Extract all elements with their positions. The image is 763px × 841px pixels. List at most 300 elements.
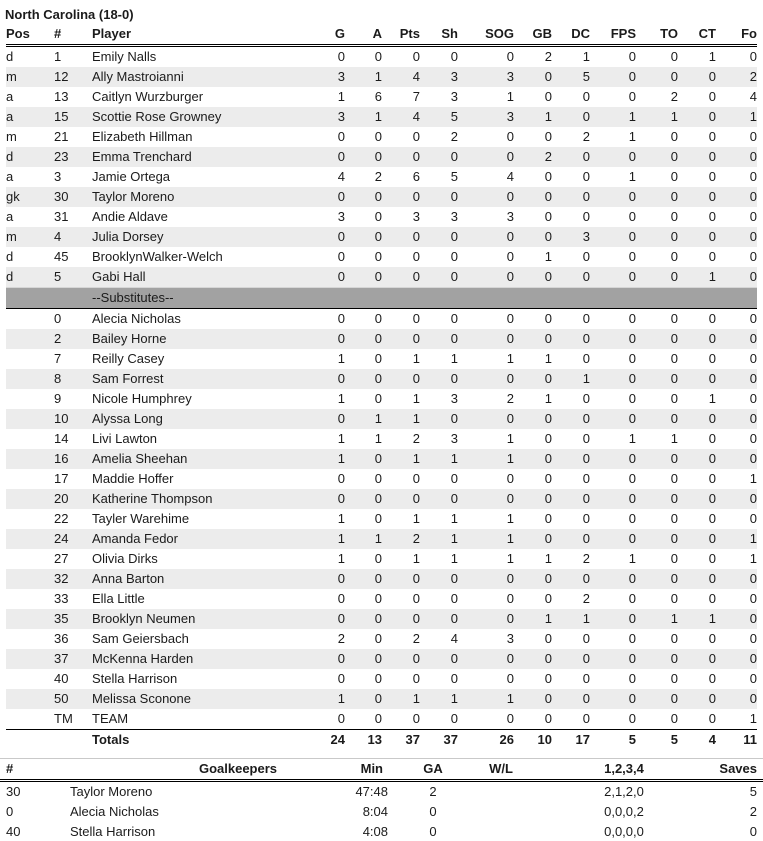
player-row [6,489,757,509]
gk-saves-cell: 0 [749,824,757,839]
stat-cell: 0 [590,329,636,349]
player-name-cell: Katherine Thompson [92,489,305,509]
stat-cell: 0 [412,471,420,486]
player-name-cell: Alecia Nicholas [92,311,181,326]
stat-cell: 0 [458,187,514,207]
stat-cell: 0 [582,89,590,104]
stat-cell: 0 [708,711,716,726]
jersey-number-cell: 50 [54,689,92,709]
player-name-cell: Elizabeth Hillman [92,129,193,144]
totals-stat-cell: 13 [345,730,382,751]
position-cell: a [6,169,14,184]
stat-cell: 0 [628,511,636,526]
totals-stat-cell: 17 [552,730,590,751]
gk-minutes-cell: 8:04 [362,804,388,819]
stat-cell: 0 [636,67,678,87]
stat-cell: 0 [670,711,678,726]
stat-cell: 0 [670,311,678,326]
stat-cell: 0 [628,391,636,406]
stat-cell: 0 [670,391,678,406]
stat-cell: 0 [708,511,716,526]
player-name-cell: Caitlyn Wurzburger [92,89,204,104]
jersey-number-cell: 3 [54,169,62,184]
stat-cell: 0 [544,671,552,686]
stat-cell: 0 [345,147,382,167]
stat-cell: 3 [458,107,514,127]
stat-cell: 0 [544,129,552,144]
stat-cell: 1 [305,449,345,469]
totals-stat-cell: 11 [716,730,757,751]
stat-cell: 0 [636,227,678,247]
stat-cell: 0 [670,551,678,566]
stat-cell: 0 [374,311,382,326]
stat-cell: 0 [708,249,716,264]
stat-cell: 0 [506,129,514,144]
stat-cell: 0 [305,187,345,207]
substitutes-divider-body [6,288,757,309]
stat-cell: 0 [716,489,757,509]
stat-cell: 0 [628,351,636,366]
stat-cell: 0 [628,631,636,646]
stat-cell: 5 [552,67,590,87]
gk-goals-against-cell: 0 [429,824,437,839]
stat-cell: 2 [337,631,345,646]
stat-cell: 0 [716,409,757,429]
stat-cell: 0 [636,649,678,669]
stat-cell: 0 [628,249,636,264]
player-name-cell: Amelia Sheehan [92,449,305,469]
stat-cell: 0 [514,67,552,87]
stat-cell: 0 [552,489,590,509]
column-header-a: A [345,24,382,46]
column-header-sog: SOG [458,24,514,46]
jersey-number-cell: 13 [54,89,69,104]
column-header-player: Player [92,24,305,46]
stat-cell: 0 [636,569,678,589]
stat-cell: 0 [382,569,420,589]
stat-cell: 1 [514,107,552,127]
substitutes-body [6,309,757,730]
gk-minutes-cell: 47:48 [355,784,388,799]
stat-cell: 0 [716,689,757,709]
jersey-number-cell: 21 [54,129,69,144]
stat-cell: 0 [628,209,636,224]
roster-table [6,24,757,750]
position-cell: a [6,107,54,127]
stat-cell: 0 [628,591,636,606]
stat-cell: 1 [628,169,636,184]
totals-spacer [6,730,54,751]
totals-stat-cell: 37 [382,730,420,751]
stat-cell: 0 [590,689,636,709]
stat-cell: 4 [506,169,514,184]
stat-cell: 1 [337,391,345,406]
stat-cell: 0 [420,649,458,669]
player-row [6,107,757,127]
stat-cell: 0 [749,129,757,144]
stat-cell: 2 [382,529,420,549]
stat-cell: 3 [412,209,420,224]
stat-cell: 0 [678,67,716,87]
position-cell: d [6,147,54,167]
stat-cell: 0 [305,569,345,589]
goalkeeper-row [0,802,763,822]
stat-cell: 0 [749,671,757,686]
stat-cell: 0 [458,267,514,288]
stat-cell: 0 [678,569,716,589]
player-row [6,247,757,267]
jersey-number-cell: 45 [54,249,69,264]
position-cell [6,509,54,529]
column-header-sh: Sh [420,24,458,46]
stat-cell: 0 [708,89,716,104]
player-row [6,609,757,629]
player-name-cell: Melissa Sconone [92,689,305,709]
player-row [6,509,757,529]
stat-cell: 0 [582,169,590,184]
stat-cell: 0 [506,311,514,326]
player-row [6,709,757,730]
jersey-number-cell: 12 [54,67,92,87]
gk-header-saves: Saves [719,761,757,776]
column-header-pts: Pts [382,24,420,46]
position-cell [6,549,54,569]
stat-cell: 6 [374,89,382,104]
stat-cell: 0 [552,529,590,549]
jersey-number-cell: 36 [54,631,69,646]
stat-cell: 0 [420,267,458,288]
position-cell: a [6,89,14,104]
stat-cell: 0 [716,649,757,669]
player-row [6,227,757,247]
player-row [6,449,757,469]
stat-cell: 1 [412,551,420,566]
jersey-number-cell: 8 [54,369,92,389]
player-row [6,207,757,227]
stat-cell: 0 [544,631,552,646]
stat-cell: 0 [749,431,757,446]
stat-cell: 0 [670,631,678,646]
stat-cell: 4 [450,631,458,646]
position-cell [6,429,54,449]
jersey-number-cell: 33 [54,591,69,606]
jersey-number-cell: TM [54,711,73,726]
player-row [6,167,757,187]
stat-cell: 0 [716,609,757,629]
stat-cell: 0 [544,431,552,446]
stat-cell: 0 [345,267,382,288]
totals-stat-cell: 5 [590,730,636,751]
goalkeepers-header-row [0,759,763,782]
stat-cell: 2 [450,129,458,144]
stat-cell: 0 [552,569,590,589]
stat-cell: 0 [544,209,552,224]
stat-cell: 0 [552,329,590,349]
jersey-number-cell: 32 [54,569,92,589]
stat-cell: 1 [716,107,757,127]
stat-cell: 1 [716,529,757,549]
stat-cell: 1 [544,351,552,366]
jersey-number-cell: 15 [54,107,92,127]
stat-cell: 3 [450,209,458,224]
player-row [6,187,757,207]
stat-cell: 0 [305,489,345,509]
player-name-cell: Jamie Ortega [92,169,171,184]
gk-quarters-cell: 2,1,2,0 [604,784,644,799]
stat-cell: 1 [305,529,345,549]
stat-cell: 0 [382,187,420,207]
player-row [6,529,757,549]
stat-cell: 3 [337,209,345,224]
stat-cell: 0 [514,689,552,709]
jersey-number-cell: 4 [54,227,92,247]
stat-cell: 0 [708,551,716,566]
player-row [6,429,757,449]
stat-cell: 2 [412,631,420,646]
stat-cell: 0 [670,249,678,264]
stat-cell: 0 [412,671,420,686]
stat-cell: 0 [374,391,382,406]
stat-cell: 0 [412,311,420,326]
position-cell [6,409,54,429]
stat-cell: 0 [506,49,514,64]
player-row [6,689,757,709]
stat-cell: 0 [544,711,552,726]
jersey-number-cell: 37 [54,649,92,669]
player-name-cell: Nicole Humphrey [92,391,192,406]
stat-cell: 3 [506,631,514,646]
jersey-number-cell: 5 [54,267,92,288]
stat-cell: 0 [590,609,636,629]
stat-cell: 0 [305,609,345,629]
stat-cell: 0 [305,409,345,429]
stat-cell: 0 [374,209,382,224]
gk-number-cell: 40 [6,824,21,839]
jersey-number-cell: 27 [54,551,69,566]
stat-cell: 0 [345,649,382,669]
gk-header-quarters: 1,2,3,4 [604,761,644,776]
stat-cell: 0 [458,329,514,349]
page-title: North Carolina (18-0) [5,7,134,22]
player-name-cell: Olivia Dirks [92,551,158,566]
player-name-cell: Sam Geiersbach [92,631,189,646]
position-cell [6,489,54,509]
jersey-number-cell: 30 [54,187,92,207]
column-header-g: G [305,24,345,46]
stat-cell: 0 [450,711,458,726]
gk-goals-against-cell: 0 [429,804,437,819]
stat-cell: 0 [628,711,636,726]
stat-cell: 1 [382,689,420,709]
stat-cell: 0 [412,591,420,606]
stat-cell: 1 [458,449,514,469]
stat-cell: 0 [582,671,590,686]
player-name-cell: McKenna Harden [92,649,305,669]
stat-cell: 1 [636,107,678,127]
stat-cell: 1 [749,711,757,726]
stat-cell: 0 [590,147,636,167]
stat-cell: 1 [628,129,636,144]
stat-cell: 0 [374,249,382,264]
stat-cell: 0 [544,311,552,326]
gk-minutes-cell: 4:08 [362,824,388,839]
stat-cell: 0 [412,711,420,726]
stat-cell: 0 [337,711,345,726]
stat-cell: 0 [670,671,678,686]
stat-cell: 0 [749,311,757,326]
stat-cell: 0 [544,511,552,526]
stat-cell: 0 [420,227,458,247]
stat-cell: 0 [590,529,636,549]
jersey-number-cell: 20 [54,489,92,509]
stat-cell: 0 [708,351,716,366]
stat-cell: 0 [678,409,716,429]
stat-cell: 0 [678,449,716,469]
stat-cell: 0 [450,471,458,486]
position-cell: gk [6,187,54,207]
player-name-cell: Alyssa Long [92,409,305,429]
stat-cell: 0 [636,147,678,167]
stat-cell: 0 [582,631,590,646]
stat-cell: 0 [305,329,345,349]
position-cell [6,609,54,629]
goalkeeper-row [0,782,763,802]
position-cell: d [6,267,54,288]
stat-cell: 5 [450,169,458,184]
jersey-number-cell: 10 [54,409,92,429]
stat-cell: 0 [678,489,716,509]
gk-name-cell: Taylor Moreno [70,784,153,799]
stat-cell: 0 [374,671,382,686]
stat-cell: 7 [412,89,420,104]
stat-cell: 0 [382,267,420,288]
stat-cell: 0 [590,489,636,509]
stat-cell: 0 [458,147,514,167]
stat-cell: 2 [582,551,590,566]
player-name-cell: Emma Trenchard [92,147,305,167]
stat-cell: 1 [450,511,458,526]
stat-cell: 0 [628,89,636,104]
stat-cell: 1 [420,529,458,549]
stat-cell: 1 [450,551,458,566]
stat-cell: 0 [678,649,716,669]
stat-cell: 0 [345,227,382,247]
position-cell [6,349,54,369]
position-cell [6,569,54,589]
stat-cell: 1 [628,431,636,446]
stat-cell: 0 [708,129,716,144]
stat-cell: 0 [582,391,590,406]
stat-cell: 0 [382,147,420,167]
player-name-cell: Ella Little [92,591,145,606]
totals-stat-cell: 5 [636,730,678,751]
position-cell [6,709,54,730]
stat-cell: 0 [305,267,345,288]
player-row [6,67,757,87]
stat-cell: 0 [514,449,552,469]
stat-cell: 1 [544,249,552,264]
stat-cell: 0 [678,187,716,207]
stat-cell: 0 [582,209,590,224]
player-row [6,127,757,147]
position-cell [6,469,54,489]
stat-cell: 1 [337,89,345,104]
stat-cell: 0 [590,187,636,207]
player-row [6,569,757,589]
stat-cell: 0 [374,631,382,646]
stat-cell: 0 [506,471,514,486]
gk-saves-cell: 5 [749,784,757,799]
stat-cell: 0 [628,311,636,326]
stat-cell: 0 [716,147,757,167]
column-header-gb: GB [514,24,552,46]
stat-cell: 0 [374,591,382,606]
stat-cell: 3 [305,67,345,87]
stat-cell: 0 [345,449,382,469]
player-name-cell: Reilly Casey [92,351,165,366]
stat-cell: 0 [345,609,382,629]
position-cell [6,529,54,549]
stat-cell: 0 [708,431,716,446]
stat-cell: 0 [590,67,636,87]
stat-cell: 0 [582,511,590,526]
stat-cell: 0 [708,591,716,606]
position-cell [6,389,54,409]
jersey-number-cell: 14 [54,431,69,446]
stat-cell: 0 [345,329,382,349]
stat-cell: 0 [636,187,678,207]
column-header-fo: Fo [716,24,757,46]
stat-cell: 0 [590,267,636,288]
stat-cell: 0 [716,329,757,349]
stat-cell: 0 [337,671,345,686]
stat-cell: 0 [628,471,636,486]
player-row [6,669,757,689]
stat-cell: 0 [590,369,636,389]
player-name-cell: Emily Nalls [92,49,157,64]
position-cell [6,629,54,649]
stat-cell: 0 [514,489,552,509]
stat-cell: 0 [337,49,345,64]
goalkeepers-rows [0,782,763,841]
starters-body [6,46,757,288]
stat-cell: 0 [716,569,757,589]
stat-cell: 0 [337,311,345,326]
stat-cell: 0 [514,267,552,288]
stat-cell: 3 [506,209,514,224]
gk-header-number: # [6,761,14,776]
stat-cell: 0 [636,529,678,549]
stat-cell: 1 [678,267,716,288]
stat-cell: 2 [374,169,382,184]
stat-cell: 0 [590,649,636,669]
player-row [6,349,757,369]
position-cell: m [6,227,54,247]
stat-cell: 0 [708,169,716,184]
gk-number-cell: 30 [6,784,21,799]
stat-cell: 1 [412,351,420,366]
player-name-cell: BrooklynWalker-Welch [92,249,223,264]
stat-cell: 1 [458,529,514,549]
column-header-dc: DC [552,24,590,46]
stat-cell: 0 [506,671,514,686]
stat-cell: 0 [514,369,552,389]
stat-cell: 1 [374,431,382,446]
player-name-cell: Tayler Warehime [92,511,190,526]
player-name-cell: Andie Aldave [92,209,168,224]
stat-cell: 0 [590,569,636,589]
stat-cell: 0 [514,227,552,247]
